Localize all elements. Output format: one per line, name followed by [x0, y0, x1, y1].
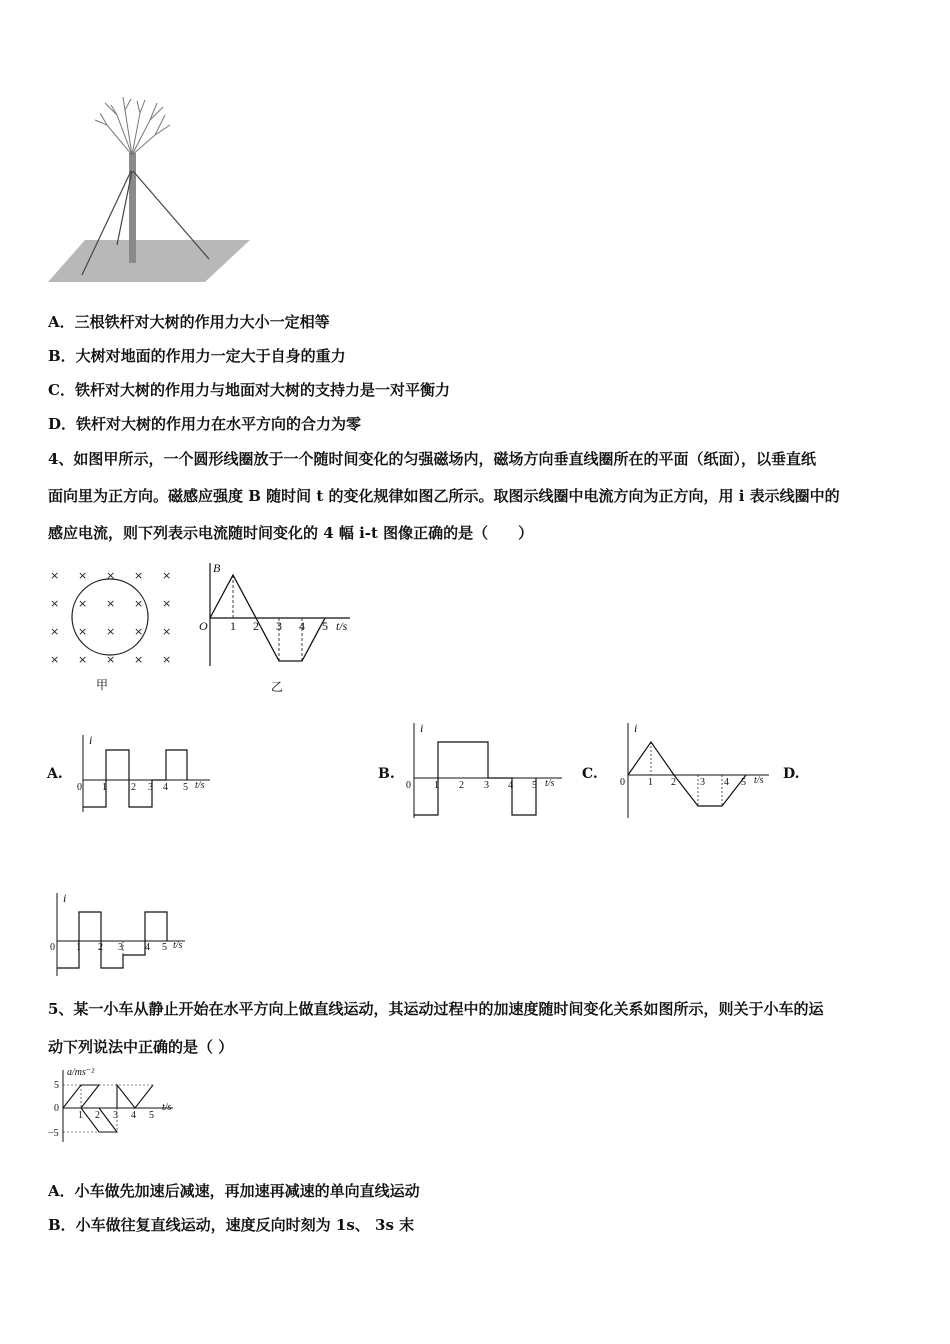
y-tick: −5	[48, 1128, 59, 1139]
option-c: C．铁杆对大树的作用力与地面对大树的支持力是一对平衡力	[48, 381, 450, 399]
svg-text:×: ×	[106, 597, 116, 610]
tick: 1	[648, 777, 653, 788]
tick: 2	[98, 942, 103, 953]
q4-text-line1: 4、如图甲所示，一个圆形线圈放于一个随时间变化的匀强磁场内，磁场方向垂直线圈所在的平面（纸面），以垂直纸	[48, 450, 816, 468]
t-axis-label: t/s	[195, 780, 205, 791]
b-axis-label: B	[213, 561, 221, 575]
tick: 4	[299, 619, 305, 633]
graph-c	[614, 718, 779, 822]
tick: 1	[78, 1110, 83, 1121]
tick: 4	[724, 777, 729, 788]
t-axis-label: t/s	[754, 775, 764, 786]
tick: 3	[148, 782, 153, 793]
fig-jia-caption: 甲	[96, 678, 109, 692]
t-axis-label: t/s	[336, 619, 348, 633]
svg-text:×: ×	[134, 653, 144, 666]
svg-text:×: ×	[106, 653, 116, 666]
option-d: D．铁杆对大树的作用力在水平方向的合力为零	[48, 415, 362, 433]
figure-yi-b-t	[195, 558, 360, 698]
svg-text:×: ×	[134, 597, 144, 610]
option-a-label: A.	[47, 766, 63, 782]
svg-text:×: ×	[78, 653, 88, 666]
t-axis-label: t/s	[545, 778, 555, 789]
tick: 5	[322, 619, 328, 633]
tick: 4	[163, 782, 168, 793]
t-axis-label: t/s	[173, 940, 183, 951]
zero-label: 0	[77, 782, 82, 793]
graph-q5-a-t	[45, 1066, 185, 1146]
option-b: B．大树对地面的作用力一定大于自身的重力	[48, 347, 346, 365]
tick: 4	[508, 780, 513, 791]
svg-text:×: ×	[78, 569, 88, 582]
q5-option-b: B．小车做往复直线运动，速度反向时刻为 1s、 3s 末	[48, 1216, 415, 1234]
q4-text-line2: 面向里为正方向。磁感应强度 B 随时间 t 的变化规律如图乙所示。取图示线圈中电流方向为正方向，用 i 表示线圈中的	[48, 487, 840, 505]
tick: 4	[145, 942, 150, 953]
figure-jia-coil	[42, 565, 182, 695]
i-axis-label: i	[634, 721, 638, 735]
tick: 2	[459, 780, 464, 791]
tick: 3	[700, 777, 705, 788]
tick: 2	[671, 777, 676, 788]
svg-text:×: ×	[50, 597, 60, 610]
q5-text-line1: 5、某一小车从静止开始在水平方向上做直线运动，其运动过程中的加速度随时间变化关系如图所示，则关于小车的运	[48, 1000, 824, 1018]
svg-text:×: ×	[162, 569, 172, 582]
svg-text:×: ×	[162, 625, 172, 638]
tick: 1	[102, 782, 107, 793]
y-tick: 5	[54, 1080, 59, 1091]
tick: 1	[434, 780, 439, 791]
i-axis-label: i	[89, 733, 93, 747]
tick: 3	[484, 780, 489, 791]
option-b-label: B.	[378, 766, 395, 782]
option-c-label: C.	[582, 766, 598, 782]
zero-label: 0	[620, 777, 625, 788]
q5-text-line2: 动下列说法中正确的是（ ）	[48, 1038, 234, 1056]
q4-text-line3: 感应电流，则下列表示电流随时间变化的 4 幅 i-t 图像正确的是（ ）	[48, 524, 534, 542]
origin-label: O	[199, 619, 208, 633]
graph-d	[45, 888, 195, 980]
tick: 1	[230, 619, 236, 633]
svg-text:×: ×	[78, 625, 88, 638]
q5-option-a: A．小车做先加速后减速，再加速再减速的单向直线运动	[48, 1182, 420, 1200]
svg-text:×: ×	[106, 569, 116, 582]
svg-text:×: ×	[50, 625, 60, 638]
zero-label: 0	[50, 942, 55, 953]
tick: 1	[76, 942, 81, 953]
svg-text:×: ×	[50, 569, 60, 582]
svg-text:×: ×	[134, 569, 144, 582]
tick: 5	[149, 1110, 154, 1121]
fig-yi-caption: 乙	[271, 680, 284, 694]
zero-label: 0	[406, 780, 411, 791]
svg-text:×: ×	[78, 597, 88, 610]
tick: 5	[162, 942, 167, 953]
svg-text:×: ×	[162, 597, 172, 610]
tick: 2	[131, 782, 136, 793]
tick: 5	[183, 782, 188, 793]
tree-figure	[45, 95, 260, 287]
tick: 5	[532, 780, 537, 791]
graph-a	[75, 730, 220, 820]
graph-b	[402, 718, 572, 822]
tick: 3	[118, 942, 123, 953]
tick: 2	[253, 619, 259, 633]
tick: 5	[741, 777, 746, 788]
tick: 4	[131, 1110, 136, 1121]
tick: 2	[95, 1110, 100, 1121]
a-axis-label: a/ms⁻²	[67, 1067, 95, 1078]
svg-text:×: ×	[106, 625, 116, 638]
y-tick: 0	[54, 1103, 59, 1114]
t-axis-label: t/s	[162, 1102, 172, 1113]
svg-text:×: ×	[162, 653, 172, 666]
option-a: A．三根铁杆对大树的作用力大小一定相等	[48, 313, 330, 331]
i-axis-label: i	[63, 891, 67, 905]
option-d-label: D.	[783, 766, 800, 782]
i-axis-label: i	[420, 721, 424, 735]
svg-text:×: ×	[50, 653, 60, 666]
svg-text:×: ×	[134, 625, 144, 638]
tick: 3	[276, 619, 282, 633]
tick: 3	[113, 1110, 118, 1121]
